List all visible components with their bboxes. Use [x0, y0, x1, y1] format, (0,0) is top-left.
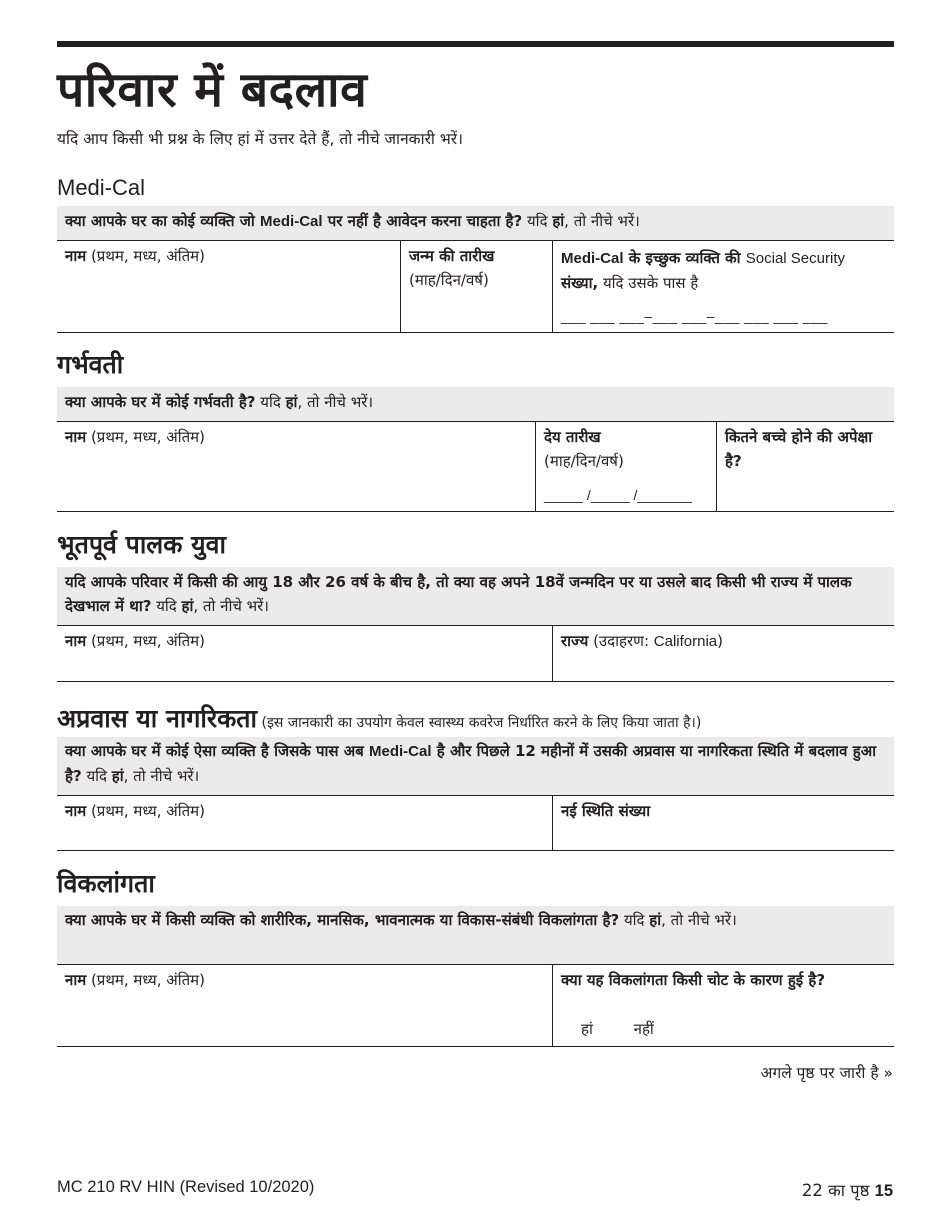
name-label: नाम: [65, 632, 87, 650]
form-id: MC 210 RV HIN (Revised 10/2020): [57, 1178, 315, 1196]
foster-row: [57, 625, 894, 682]
yes-text: हां: [285, 393, 298, 411]
name-hint: (प्रथम, मध्य, अंतिम): [86, 428, 205, 446]
question-text: यदि आपके परिवार में किसी की आयु 18 और 26 वर्ष के बीच है, तो क्या वह अपने 18वें जन्मदिन पर या उसले बाद किसी भी राज्य में पालक देखभाल में था?: [65, 573, 852, 615]
due-date-label: देय तारीख: [544, 428, 601, 446]
if-yes-text: , तो नीचे भरें।: [661, 911, 737, 929]
name-label: नाम: [65, 971, 87, 989]
state-hint: California: [653, 633, 718, 650]
yes-text: हां: [181, 597, 194, 615]
name-label: नाम: [65, 428, 87, 446]
if-yes-text: यदि: [619, 911, 650, 929]
name-field[interactable]: [57, 241, 400, 332]
babies-expected-field[interactable]: [716, 422, 894, 511]
if-yes-text: यदि: [255, 393, 286, 411]
if-yes-text: , तो नीचे भरें।: [193, 597, 269, 615]
ssn-hint: यदि उसके पास है: [598, 274, 699, 292]
section-heading-immigration: [57, 701, 701, 741]
ssn-label: Social Security: [745, 250, 845, 267]
name-hint: (प्रथम, मध्य, अंतिम): [86, 632, 205, 650]
question-text: क्या आपके घर में कोई गर्भवती है?: [65, 393, 256, 411]
state-hint: ): [717, 632, 724, 650]
immigration-note: (इस जानकारी का उपयोग केवल स्वास्थ्य कवरेज निर्धारित करने के लिए किया जाता है।): [257, 715, 702, 731]
page-number: [802, 1178, 893, 1201]
disability-row: [57, 964, 894, 1047]
immigration-question: [57, 737, 894, 795]
injury-field: [552, 965, 894, 1046]
question-text: है और पिछले 12 महीनों में उसकी अप्रवास या नागरिकता स्थिति में बदलाव हुआ है?: [65, 742, 877, 785]
question-text: पर नहीं है आवेदन करना चाहता है?: [322, 212, 523, 230]
immigration-heading-text: अप्रवास या नागरिकता: [57, 704, 258, 733]
name-field[interactable]: [57, 422, 535, 511]
if-yes-text: यदि: [151, 597, 182, 615]
new-status-label: नई स्थिति संख्या: [561, 802, 651, 820]
if-yes-text: यदि: [81, 767, 112, 785]
pregnant-question: [57, 387, 894, 421]
name-hint: (प्रथम, मध्य, अंतिम): [86, 802, 205, 820]
question-text: Medi-Cal: [260, 213, 323, 230]
immigration-row: [57, 795, 894, 851]
name-hint: (प्रथम, मध्य, अंतिम): [86, 971, 205, 989]
yes-text: हां: [649, 911, 662, 929]
injury-label: क्या यह विकलांगता किसी चोट के कारण हुई है?: [561, 971, 826, 989]
yes-text: हां: [552, 212, 565, 230]
top-rule: [57, 41, 894, 47]
question-text: Medi-Cal: [369, 743, 432, 760]
due-date-field[interactable]: [535, 422, 716, 511]
ssn-blank: ___ ___ ___–___ ___–___ ___ ___ ___: [561, 308, 828, 324]
injury-options: [581, 1017, 690, 1041]
if-yes-text: , तो नीचे भरें।: [123, 767, 200, 785]
page-title: परिवार में बदलाव: [57, 62, 368, 118]
yes-text: हां: [111, 767, 124, 785]
name-field[interactable]: [57, 796, 552, 850]
if-yes-text: , तो नीचे भरें।: [564, 212, 640, 230]
pregnant-row: [57, 421, 894, 512]
state-field[interactable]: [552, 626, 894, 681]
ssn-field[interactable]: [552, 241, 894, 332]
medi-cal-row: [57, 240, 894, 333]
section-heading-disability: विकलांगता: [57, 869, 155, 898]
dob-label: जन्म की तारीख: [409, 247, 495, 265]
dob-field[interactable]: [400, 241, 552, 332]
date-format: (माह/दिन/वर्ष): [409, 271, 489, 289]
disability-question: [57, 906, 894, 964]
question-text: क्या आपके घर का कोई व्यक्ति जो: [65, 212, 261, 230]
no-option[interactable]: नहीं: [633, 1020, 654, 1038]
if-yes-text: यदि: [522, 212, 553, 230]
name-field[interactable]: [57, 626, 552, 681]
state-label: राज्य: [561, 632, 589, 650]
state-hint: (उदाहरण:: [588, 632, 654, 650]
foster-question: [57, 567, 894, 625]
ssn-label: संख्या,: [561, 274, 599, 292]
date-format: (माह/दिन/वर्ष): [544, 452, 624, 470]
page-number-value: 15: [874, 1182, 893, 1200]
section-heading-pregnant: गर्भवती: [57, 350, 124, 379]
if-yes-text: , तो नीचे भरें।: [297, 393, 374, 411]
ssn-label: Medi-Cal: [561, 250, 624, 267]
medi-cal-question: [57, 206, 894, 240]
name-label: नाम: [65, 802, 87, 820]
question-text: क्या आपके घर में कोई ऐसा व्यक्ति है जिसके पास अब: [65, 742, 370, 760]
babies-expected-label: कितने बच्चे होने की अपेक्षा है?: [725, 428, 873, 470]
name-field[interactable]: [57, 965, 552, 1046]
page-subtitle: यदि आप किसी भी प्रश्न के लिए हां में उत्तर देते हैं, तो नीचे जानकारी भरें।: [57, 130, 463, 148]
name-hint: (प्रथम, मध्य, अंतिम): [86, 247, 205, 265]
question-text: क्या आपके घर में किसी व्यक्ति को शारीरिक, मानसिक, भावनात्मक या विकास-संबंधी विकलांगता है?: [65, 911, 620, 929]
section-heading-medi-cal: Medi-Cal: [57, 175, 146, 200]
name-label: नाम: [65, 247, 87, 265]
yes-option[interactable]: हां: [581, 1020, 593, 1038]
page-prefix: 22 का पृष्ठ: [801, 1181, 875, 1200]
continued-note: अगले पृष्ठ पर जारी है »: [760, 1064, 893, 1082]
section-heading-foster-youth: भूतपूर्व पालक युवा: [57, 530, 227, 559]
ssn-label: के इच्छुक व्यक्ति की: [623, 249, 746, 267]
new-status-field[interactable]: [552, 796, 894, 850]
due-date-blank: _____ /_____ /_______: [544, 487, 692, 503]
